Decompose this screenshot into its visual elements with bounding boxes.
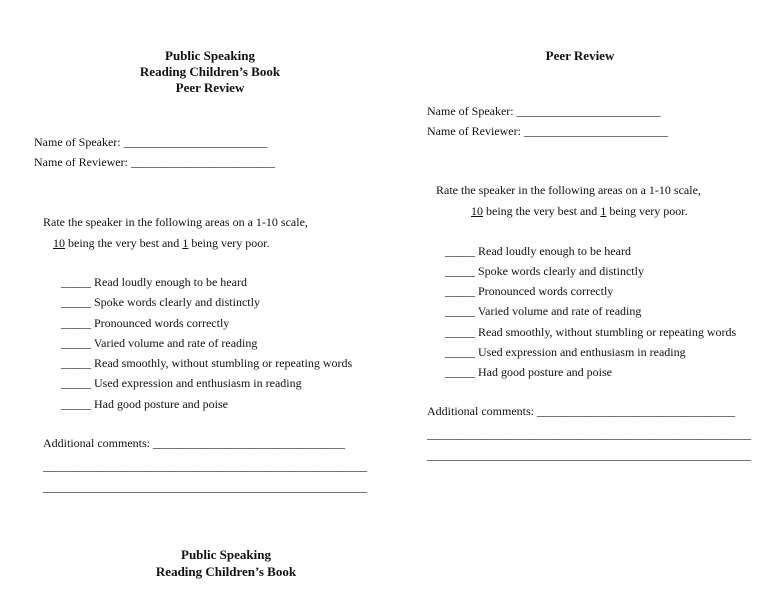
left-name-of-speaker-field[interactable]: Name of Speaker: ________________________ (34, 135, 268, 149)
left-additional-comments-field[interactable]: Additional comments: ________________________________ (43, 436, 345, 450)
right-title: Peer Review (545, 48, 615, 63)
right-comment-line[interactable]: ______________________________________________________ (427, 427, 751, 441)
right-worst-score: 1 (600, 204, 607, 218)
left-instructions-line-1: Rate the speaker in the following areas on a 1-10 scale, (43, 215, 308, 229)
right-rating-item[interactable]: _____ Read loudly enough to be heard (445, 244, 631, 258)
right-additional-comments-field[interactable]: Additional comments: _________________________________ (427, 404, 735, 418)
right-name-of-speaker-field[interactable]: Name of Speaker: ________________________ (427, 104, 661, 118)
left-rating-item[interactable]: _____ Varied volume and rate of reading (61, 336, 258, 350)
left-instructions-end: being very poor. (188, 236, 270, 250)
left-instructions-mid: being the very best and (65, 236, 183, 250)
right-instructions-line-1: Rate the speaker in the following areas on a 1-10 scale, (436, 183, 701, 197)
left-rating-item[interactable]: _____ Used expression and enthusiasm in reading (61, 376, 302, 390)
right-instructions-end: being very poor. (606, 204, 688, 218)
right-comment-line[interactable]: ______________________________________________________ (427, 448, 751, 462)
left-rating-item[interactable]: _____ Read loudly enough to be heard (61, 275, 247, 289)
left-name-of-reviewer-field[interactable]: Name of Reviewer: ________________________ (34, 155, 275, 169)
right-instructions-line-2 (471, 204, 688, 218)
right-rating-item[interactable]: _____ Varied volume and rate of reading (445, 304, 642, 318)
left-rating-item[interactable]: _____ Spoke words clearly and distinctly (61, 295, 260, 309)
left-rating-item[interactable]: _____ Read smoothly, without stumbling or repeating words (61, 356, 353, 370)
right-instructions-mid: being the very best and (483, 204, 601, 218)
left-worst-score: 1 (182, 236, 189, 250)
right-best-score: 10 (471, 204, 483, 218)
left-rating-item[interactable]: _____ Had good posture and poise (61, 397, 228, 411)
bottom-title-line-1: Public Speaking (181, 547, 271, 562)
left-title-line-1: Public Speaking (165, 48, 255, 63)
left-best-score: 10 (53, 236, 65, 250)
left-title-line-3: Peer Review (175, 80, 245, 95)
left-comment-line[interactable]: ______________________________________________________ (43, 459, 367, 473)
left-title-line-2: Reading Children’s Book (139, 64, 281, 79)
right-rating-item[interactable]: _____ Used expression and enthusiasm in reading (445, 345, 686, 359)
left-rating-item[interactable]: _____ Pronounced words correctly (61, 316, 230, 330)
left-instructions-line-2 (53, 236, 270, 250)
right-rating-item[interactable]: _____ Had good posture and poise (445, 365, 612, 379)
right-rating-item[interactable]: _____ Read smoothly, without stumbling or repeating words (445, 325, 737, 339)
right-rating-item[interactable]: _____ Spoke words clearly and distinctly (445, 264, 644, 278)
right-name-of-reviewer-field[interactable]: Name of Reviewer: ________________________ (427, 124, 668, 138)
left-comment-line[interactable]: ______________________________________________________ (43, 480, 367, 494)
bottom-title-line-2: Reading Children’s Book (155, 564, 297, 579)
right-rating-item[interactable]: _____ Pronounced words correctly (445, 284, 614, 298)
